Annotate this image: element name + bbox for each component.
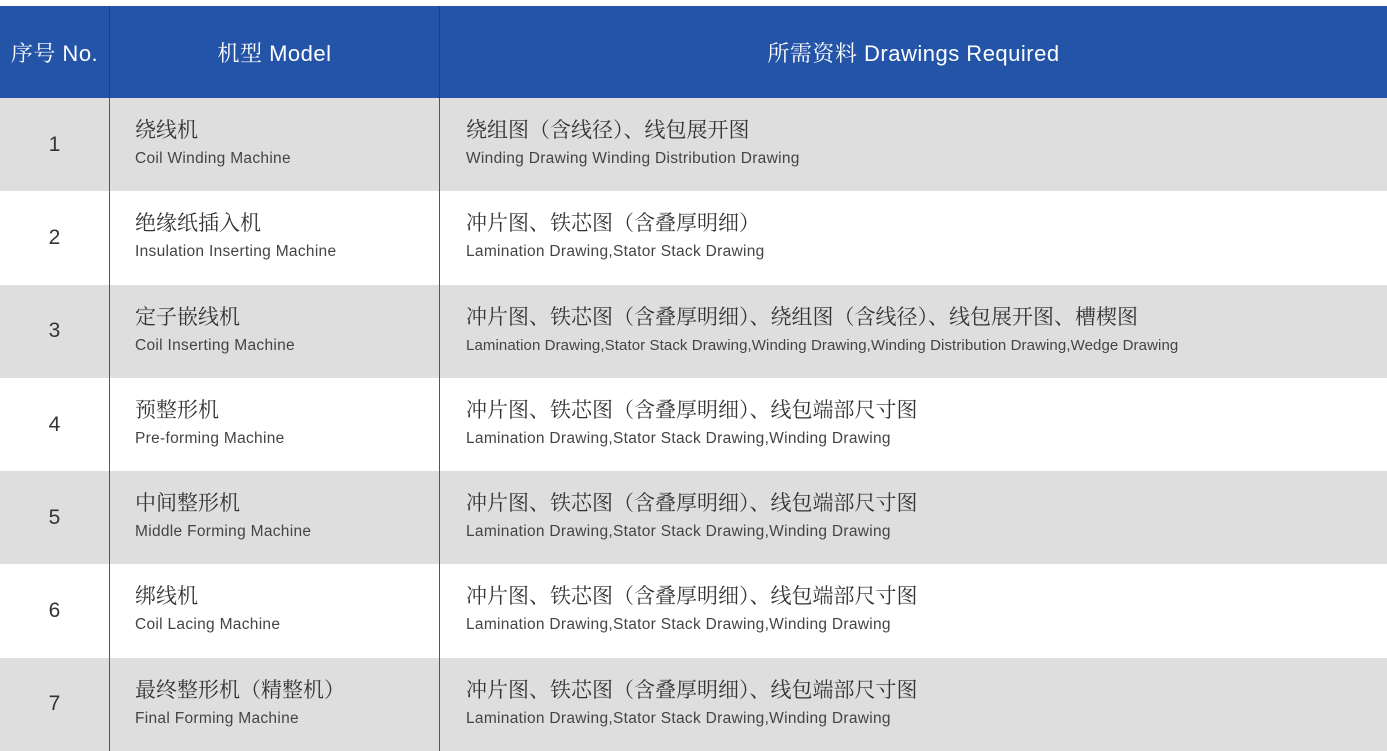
model-cell [135,398,435,450]
drawings-cell [466,305,1381,357]
model-name-zh: 绝缘纸插入机 [135,212,261,236]
model-name-en: Coil Inserting Machine [135,336,295,354]
model-name-zh: 中间整形机 [135,492,240,516]
drawings-zh: 冲片图、铁芯图（含叠厚明细）、绕组图（含线径）、线包展开图、槽楔图 [466,305,1138,329]
row-number: 5 [48,505,61,529]
model-cell [135,305,435,357]
drawings-en: Lamination Drawing,Stator Stack Drawing [466,243,765,261]
row-number: 1 [48,132,61,156]
drawings-cell [466,491,1381,543]
row-number: 2 [48,225,61,249]
row-number: 4 [48,412,61,436]
model-cell [135,584,435,636]
table-row [0,285,1387,378]
column-divider [439,98,440,751]
drawings-zh: 冲片图、铁芯图（含叠厚明细）、线包端部尺寸图 [466,492,918,516]
drawings-zh: 冲片图、铁芯图（含叠厚明细） [466,212,760,236]
drawings-zh: 冲片图、铁芯图（含叠厚明细）、线包端部尺寸图 [466,585,918,609]
drawings-cell [466,118,1381,170]
row-number: 3 [48,319,61,343]
column-divider [109,98,110,751]
table-header [0,6,1387,98]
model-name-zh: 绑线机 [135,585,198,609]
drawings-en: Lamination Drawing,Stator Stack Drawing,Winding Drawing [466,616,891,634]
drawings-cell [466,211,1381,263]
model-cell [135,491,435,543]
drawings-en: Lamination Drawing,Stator Stack Drawing,Winding Drawing [466,523,891,541]
drawings-zh: 冲片图、铁芯图（含叠厚明细）、线包端部尺寸图 [466,678,918,702]
drawings-zh: 绕组图（含线径）、线包展开图 [466,119,750,142]
row-number: 7 [48,692,61,716]
model-name-en: Pre-forming Machine [135,429,285,447]
model-cell [135,211,435,263]
drawings-en: Winding Drawing Winding Distribution Drawing [466,150,800,167]
table-row [0,378,1387,471]
table-row [0,98,1387,191]
drawings-cell [466,678,1381,730]
model-name-en: Middle Forming Machine [135,523,312,541]
drawings-en: Lamination Drawing,Stator Stack Drawing,Winding Drawing [466,429,891,447]
model-cell [135,678,435,730]
model-cell [135,118,435,170]
model-name-en: Coil Lacing Machine [135,616,281,634]
header-drawings: 所需资料 Drawings Required [767,40,1060,66]
drawings-cell [466,584,1381,636]
model-name-en: Insulation Inserting Machine [135,243,337,261]
header-no: 序号 No. [10,40,99,66]
model-name-zh: 预整形机 [135,398,219,422]
drawings-zh: 冲片图、铁芯图（含叠厚明细）、线包端部尺寸图 [466,398,918,422]
table-body [0,98,1387,751]
table-row [0,191,1387,284]
table-row [0,658,1387,751]
model-name-zh: 绕线机 [135,119,198,142]
row-number: 6 [48,599,61,623]
model-name-en: Final Forming Machine [135,709,299,727]
model-name-zh: 定子嵌线机 [135,305,240,329]
model-name-zh: 最终整形机（精整机） [135,678,345,702]
drawings-cell [466,398,1381,450]
model-name-en: Coil Winding Machine [135,150,291,167]
table-row [0,564,1387,657]
table-row [0,471,1387,564]
drawings-en: Lamination Drawing,Stator Stack Drawing,Winding Drawing,Winding Distribution Drawing,Wedge Drawing [466,336,1179,354]
header-model: 机型 Model [217,40,332,66]
drawings-en: Lamination Drawing,Stator Stack Drawing,Winding Drawing [466,709,891,727]
